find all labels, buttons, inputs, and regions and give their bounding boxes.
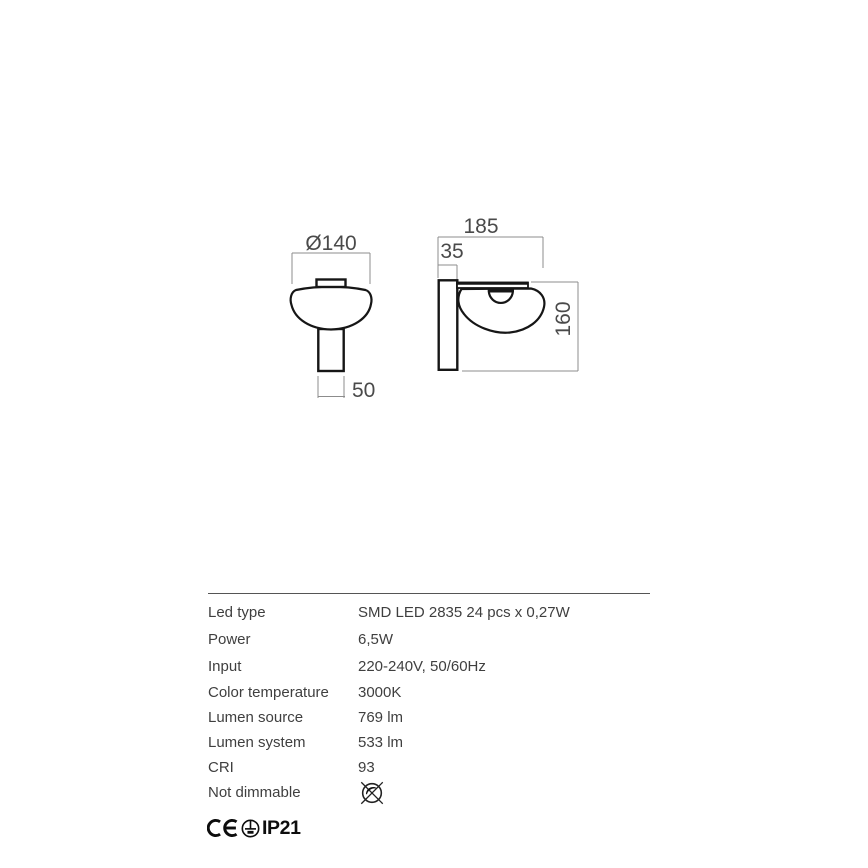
- spec-label: CRI: [208, 759, 234, 776]
- ip-rating-label: IP21: [262, 816, 301, 839]
- spec-value: 220-240V, 50/60Hz: [358, 658, 486, 675]
- lamp-cap-outline: [317, 280, 346, 288]
- spec-value: SMD LED 2835 24 pcs x 0,27W: [358, 604, 570, 621]
- front-base-width-dimension-label: 50: [352, 379, 376, 402]
- table-row: [208, 780, 650, 805]
- side-view-drawing: [438, 215, 578, 371]
- table-row: [208, 653, 650, 680]
- spec-value: 6,5W: [358, 631, 394, 648]
- spec-label: Lumen source: [208, 709, 304, 726]
- table-row: [208, 705, 650, 730]
- not-dimmable-icon: [358, 779, 386, 807]
- side-width-dimension-label: 185: [463, 215, 499, 238]
- spec-label: Color temperature: [208, 684, 329, 701]
- table-row: [208, 626, 650, 653]
- spec-label: Led type: [208, 604, 266, 621]
- lamp-diffuser-outline: [291, 287, 372, 330]
- front-view-drawing: [291, 232, 376, 402]
- side-bracket-depth-dimension-label: 35: [440, 240, 464, 263]
- protection-class-earthed-icon: [241, 819, 260, 838]
- table-row: [208, 599, 650, 626]
- table-row: [208, 680, 650, 705]
- table-row: [208, 755, 650, 780]
- spec-value: 3000K: [358, 684, 402, 701]
- spec-label: Lumen system: [208, 734, 306, 751]
- spec-value: 533 lm: [358, 734, 404, 751]
- lamp-stem-outline: [318, 329, 343, 371]
- table-row: [208, 730, 650, 755]
- spec-label: Input: [208, 658, 242, 675]
- spec-value: 93: [358, 759, 375, 776]
- front-diameter-dimension-label: Ø140: [305, 232, 357, 255]
- spec-value: [358, 779, 650, 807]
- certification-marks: [207, 815, 301, 841]
- side-height-dimension-label: 160: [552, 301, 575, 337]
- spec-value: 769 lm: [358, 709, 404, 726]
- spec-label: Power: [208, 631, 251, 648]
- spec-table: [208, 593, 650, 805]
- ce-mark-icon: [207, 818, 239, 838]
- led-module-band: [489, 288, 513, 293]
- wall-bracket-outline: [439, 280, 458, 370]
- spec-label: Not dimmable: [208, 784, 301, 801]
